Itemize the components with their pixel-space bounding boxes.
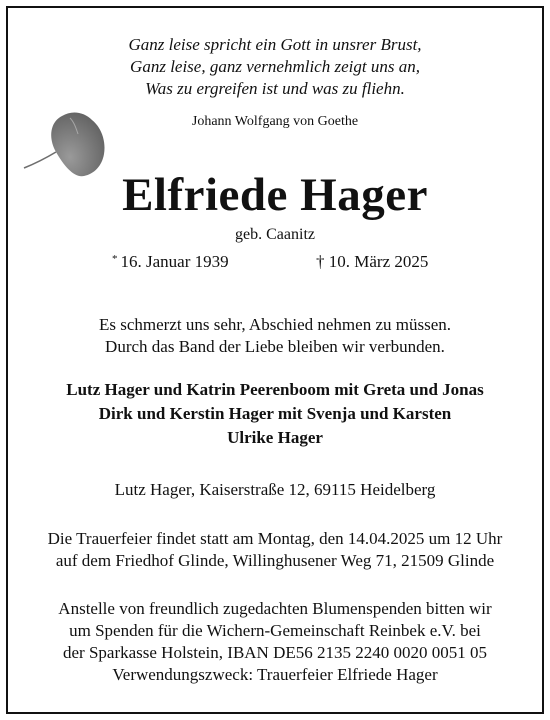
quote-line: Was zu ergreifen ist und was zu fliehn. xyxy=(145,79,405,98)
contact-address: Lutz Hager, Kaiserstraße 12, 69115 Heidelberg xyxy=(114,480,436,499)
birth-date-line xyxy=(112,252,229,272)
donation-line: Verwendungszweck: Trauerfeier Elfriede Hager xyxy=(112,665,438,684)
donation-line: Anstelle von freundlich zugedachten Blumenspenden bitten wir xyxy=(58,599,492,618)
family-line: Dirk und Kerstin Hager mit Svenja und Karsten xyxy=(98,404,452,423)
funeral-line: Die Trauerfeier findet statt am Montag, den 14.04.2025 um 12 Uhr xyxy=(47,529,503,548)
funeral-line: auf dem Friedhof Glinde, Willinghusener Weg 71, 21509 Glinde xyxy=(55,551,495,570)
message-line: Durch das Band der Liebe bleiben wir verbunden. xyxy=(105,337,445,356)
birth-star-symbol: * xyxy=(112,253,118,265)
donation-request xyxy=(0,598,550,686)
family-line: Ulrike Hager xyxy=(227,428,323,447)
donation-line: der Sparkasse Holstein, IBAN DE56 2135 2240 0020 0051 05 xyxy=(62,643,487,662)
quote-author: Johann Wolfgang von Goethe xyxy=(191,114,359,129)
family-line: Lutz Hager und Katrin Peerenboom mit Greta und Jonas xyxy=(66,380,484,399)
quote-line: Ganz leise, ganz vernehmlich zeigt uns an, xyxy=(130,57,420,76)
donation-line: um Spenden für die Wichern-Gemeinschaft Reinbek e.V. bei xyxy=(69,621,481,640)
message-line: Es schmerzt uns sehr, Abschied nehmen zu müssen. xyxy=(99,315,451,334)
family-mourners xyxy=(0,378,550,450)
deceased-name: Elfriede Hager xyxy=(122,169,428,221)
birth-date: 16. Januar 1939 xyxy=(120,252,229,271)
death-cross-symbol: † xyxy=(316,252,325,271)
death-date-line xyxy=(316,252,428,272)
funeral-info xyxy=(0,528,550,572)
goethe-quote xyxy=(0,34,550,100)
quote-line: Ganz leise spricht ein Gott in unsrer Brust, xyxy=(128,35,422,54)
farewell-message xyxy=(0,314,550,358)
death-date: 10. März 2025 xyxy=(328,252,429,271)
birth-name: geb. Caanitz xyxy=(235,226,315,243)
